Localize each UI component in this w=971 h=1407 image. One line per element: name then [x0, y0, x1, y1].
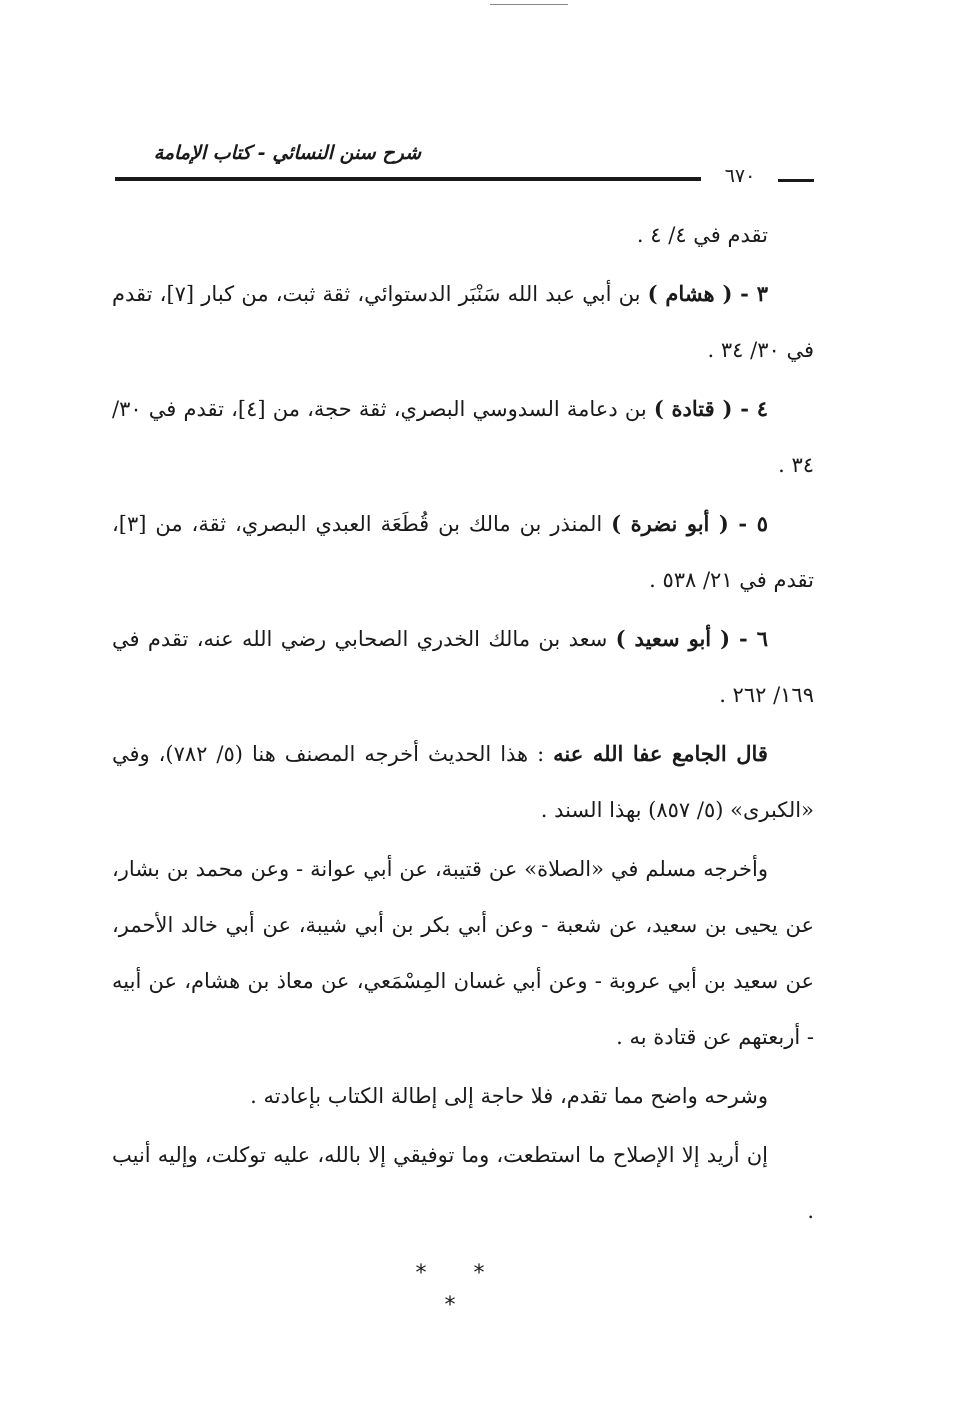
paragraph-text: سعد بن مالك الخدري الصحابي رضي الله عنه، تقدم في ١٦٩/ ٢٦٢ . — [112, 627, 814, 707]
section-separator: * * * — [415, 1261, 505, 1318]
header-rule — [115, 177, 701, 181]
paragraph-text: إن أريد إلا الإصلاح ما استطعت، وما توفيقي إلا بالله، عليه توكلت، وإليه أنيب . — [112, 1143, 814, 1223]
paragraph — [112, 207, 814, 263]
paragraph — [112, 266, 814, 378]
paragraph-lead: ٤ - ( قتادة ) — [653, 396, 768, 421]
paragraph-text: بن دعامة السدوسي البصري، ثقة حجة، من [٤]، تقدم في ٣٠/ ٣٤ . — [112, 397, 814, 477]
running-title: شرح سنن النسائي - كتاب الإمامة — [153, 142, 421, 164]
paragraph-lead: ٦ - ( أبو سعيد ) — [615, 626, 768, 651]
paragraph — [112, 1068, 814, 1124]
paragraph-lead: ٣ - ( هشام ) — [647, 281, 768, 306]
paragraph-lead: ٥ - ( أبو نضرة ) — [611, 511, 768, 536]
paragraph-text: بن أبي عبد الله سَنْبَر الدستوائي، ثقة ثبت، من كبار [٧]، تقدم في ٣٠/ ٣٤ . — [112, 282, 814, 362]
top-rule-mark — [490, 4, 568, 5]
page-number-rule — [778, 179, 814, 182]
paragraph-text: وأخرجه مسلم في «الصلاة» عن قتيبة، عن أبي عوانة - وعن محمد بن بشار، عن يحيى بن سعيد، عن شعبة - وعن أبي بكر بن أبي شيبة، عن أبي خالد الأحمر، عن سعيد بن أبي عروبة - وعن أبي غسان المِسْمَعي، عن معاذ بن هشام، عن أبيه - أربعتهم عن قتادة به . — [112, 857, 814, 1049]
paragraph — [112, 611, 814, 723]
paragraph-text: المنذر بن مالك بن قُطَعَة العبدي البصري، ثقة، من [٣]، تقدم في ٢١/ ٥٣٨ . — [112, 512, 814, 592]
page-body — [112, 207, 814, 1242]
paragraph — [112, 726, 814, 838]
paragraph-text: تقدم في ٤/ ٤ . — [636, 223, 768, 247]
paragraph — [112, 496, 814, 608]
paragraph — [112, 841, 814, 1065]
page-number: ٦٧٠ — [724, 165, 756, 187]
paragraph — [112, 381, 814, 493]
paragraph-text: : هذا الحديث أخرجه المصنف هنا (٥/ ٧٨٢)، وفي «الكبرى» (٥/ ٨٥٧) بهذا السند . — [112, 742, 814, 822]
paragraph — [112, 1127, 814, 1239]
paragraph-text: وشرحه واضح مما تقدم، فلا حاجة إلى إطالة الكتاب بإعادته . — [250, 1084, 768, 1108]
paragraph-lead: قال الجامع عفا الله عنه — [553, 741, 768, 766]
